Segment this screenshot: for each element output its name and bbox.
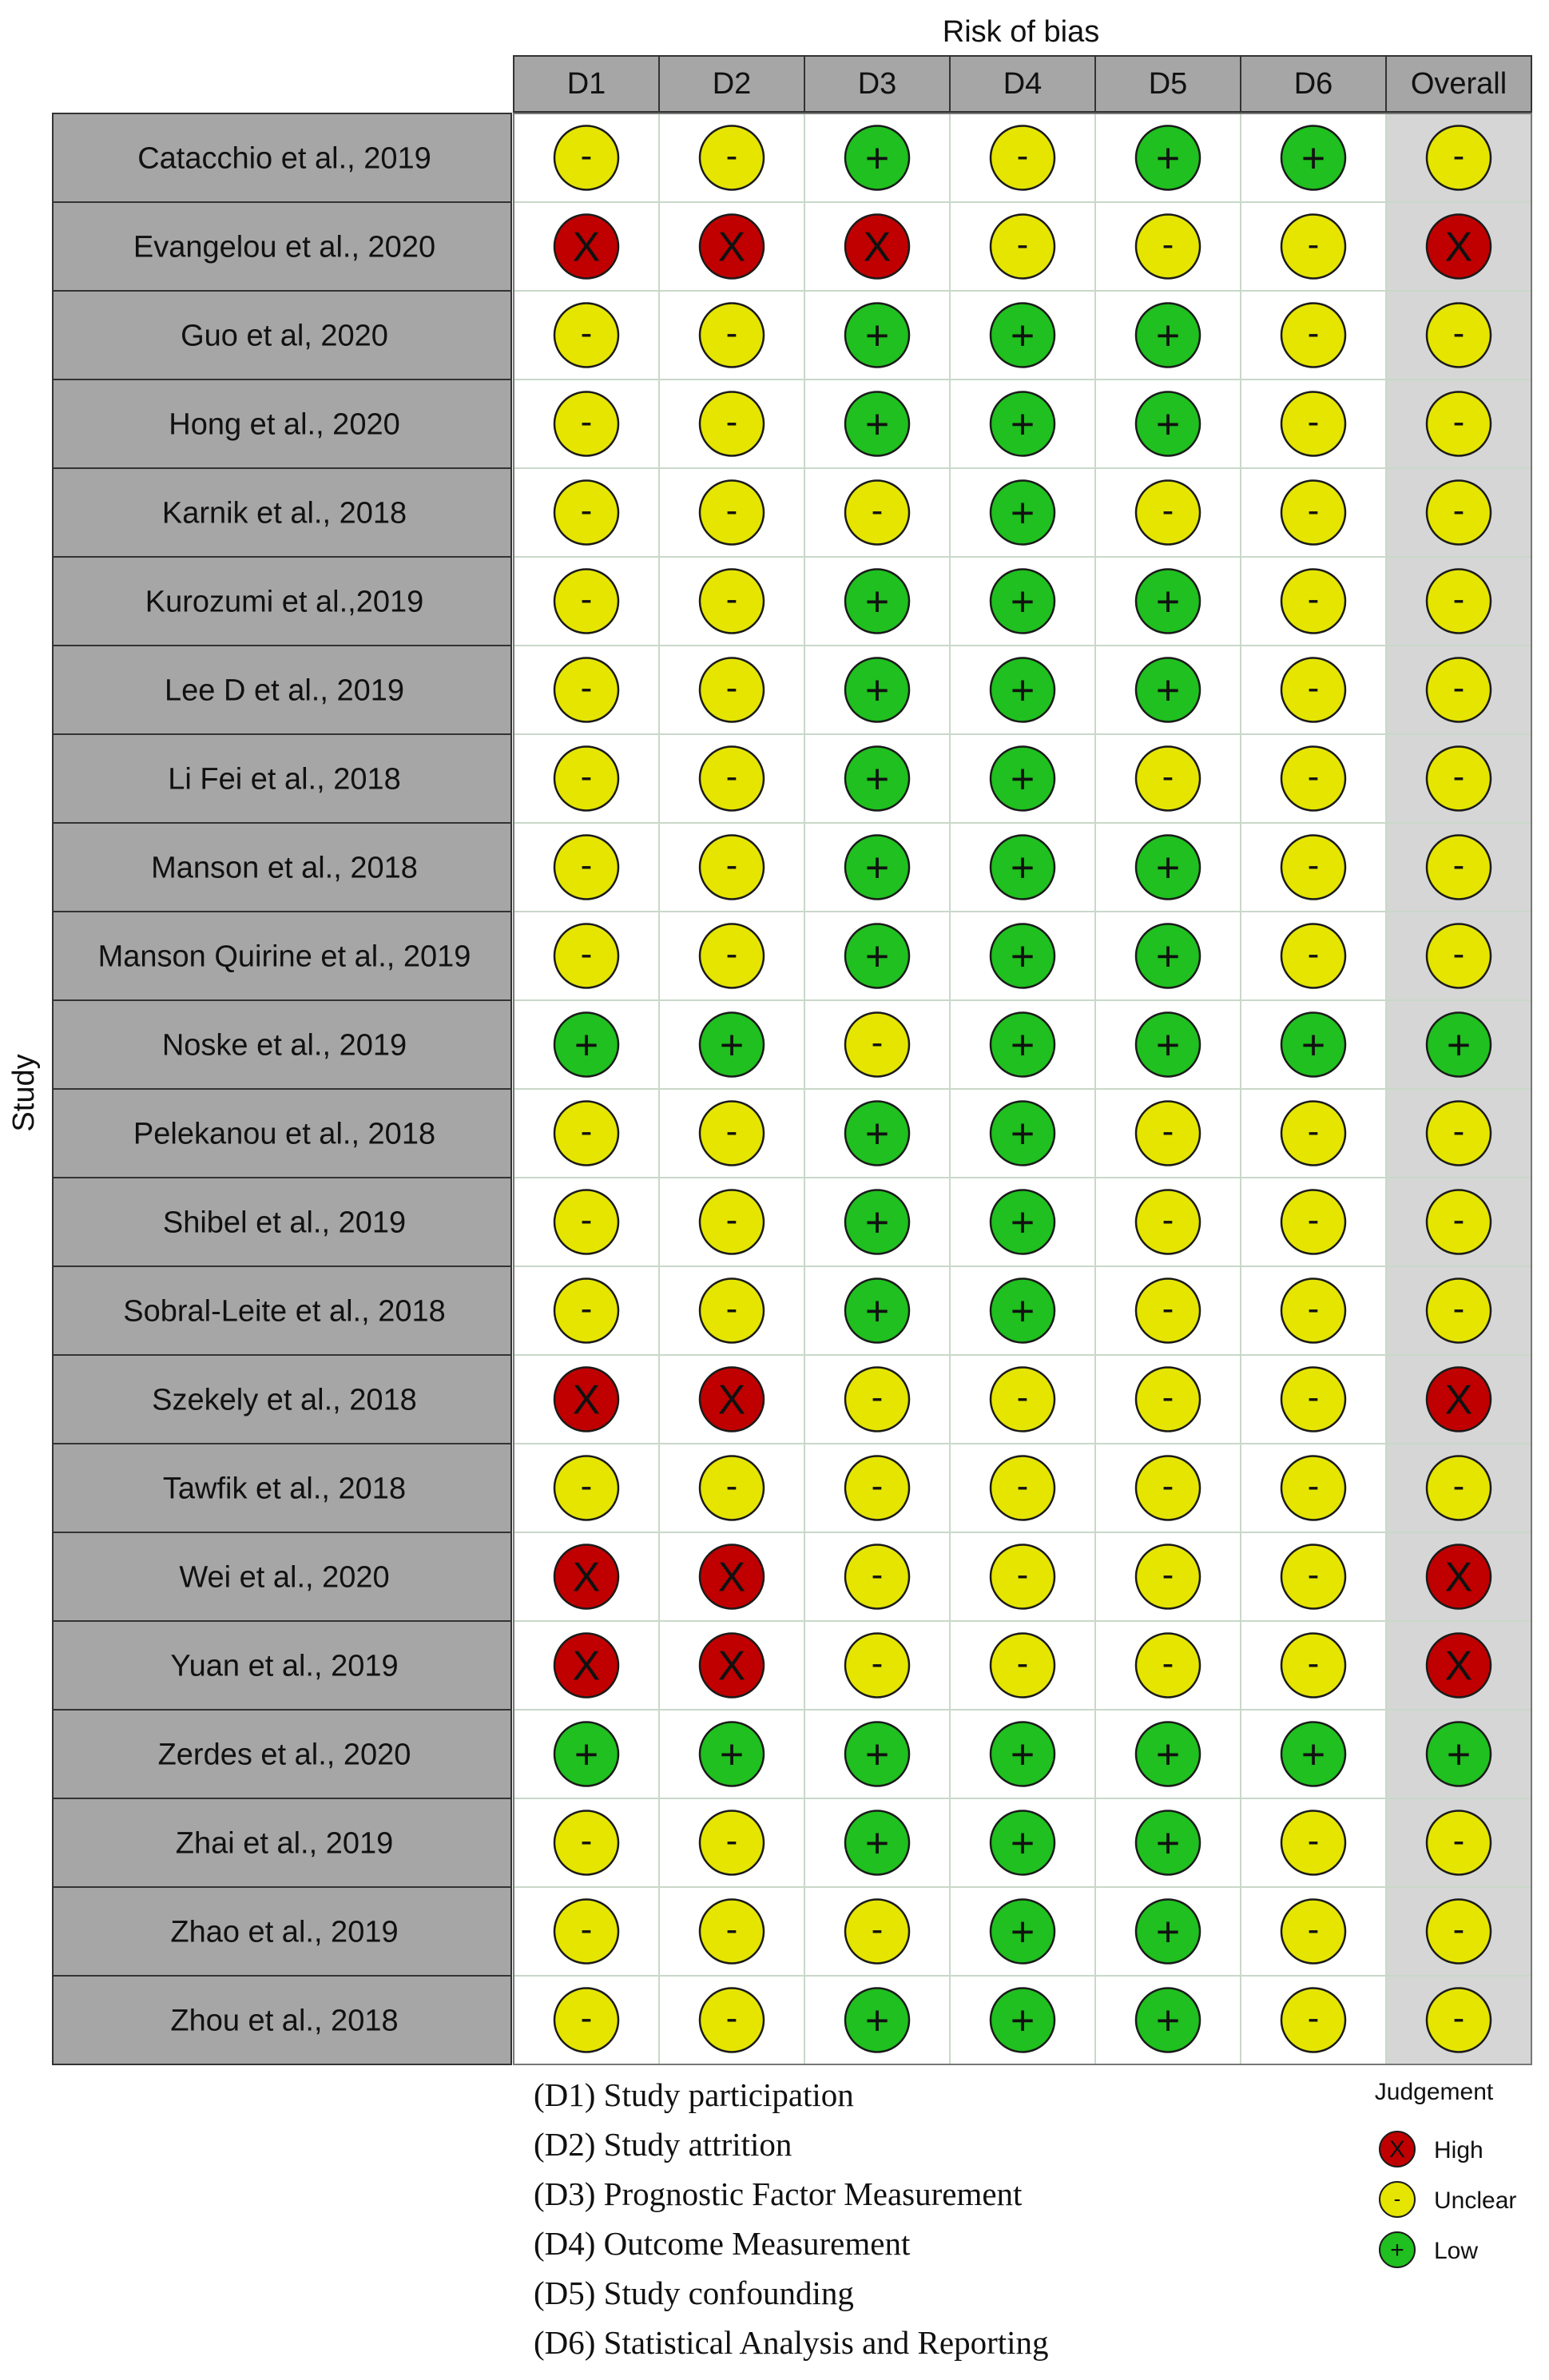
judgement-symbol-unclear: -	[1016, 1466, 1029, 1506]
study-label-hong-et-al-2020: Hong et al., 2020	[169, 407, 400, 442]
judgement-symbol-low: +	[1010, 490, 1035, 537]
judgement-symbol-low: +	[1010, 401, 1035, 448]
judgement-symbol-unclear: -	[1162, 491, 1174, 530]
domain-description-1: (D1) Study participation	[534, 2076, 854, 2113]
judgement-symbol-unclear: -	[725, 313, 738, 353]
judgement-symbol-low: +	[1010, 756, 1035, 803]
judgement-symbol-unclear: -	[1307, 1643, 1320, 1683]
judgement-symbol-high: X	[1444, 224, 1473, 271]
judgement-symbol-unclear: -	[1307, 1466, 1320, 1506]
judgement-symbol-low: +	[1155, 1731, 1181, 1778]
judgement-symbol-low: +	[1155, 844, 1181, 892]
study-label-li-fei-et-al-2018: Li Fei et al., 2018	[168, 762, 401, 797]
judgement-symbol-unclear: -	[580, 402, 593, 442]
judgement-symbol-unclear: -	[725, 491, 738, 530]
judgement-symbol-low: +	[1010, 844, 1035, 892]
judgement-symbol-unclear: -	[1307, 1377, 1320, 1417]
cells-layer	[514, 113, 1531, 2064]
judgement-symbol-unclear: -	[1016, 1555, 1029, 1595]
study-label-manson-quirine-et-al-2019: Manson Quirine et al., 2019	[97, 940, 471, 974]
judgement-symbol-unclear: -	[871, 1643, 884, 1683]
judgement-symbol-low: +	[1155, 312, 1181, 360]
judgement-symbol-unclear: -	[1452, 402, 1465, 442]
judgement-symbol-high: X	[717, 224, 746, 271]
judgement-symbol-unclear: -	[1162, 1377, 1174, 1417]
judgement-symbol-low: +	[1155, 667, 1181, 714]
legend-label-unclear: Unclear	[1434, 2187, 1517, 2214]
judgement-symbol-unclear: -	[1452, 313, 1465, 353]
judgement-symbol-low: +	[1446, 1022, 1472, 1069]
judgement-symbol-unclear: -	[725, 402, 738, 442]
judgement-symbol-unclear: -	[1307, 845, 1320, 885]
judgement-symbol-unclear: -	[1016, 136, 1029, 176]
judgement-symbol-unclear: -	[580, 1466, 593, 1506]
domain-descriptions	[534, 2076, 1049, 2361]
judgement-symbol-unclear: -	[725, 1289, 738, 1329]
judgement-symbol-unclear: -	[1016, 224, 1029, 264]
legend-label-low: Low	[1434, 2238, 1479, 2264]
legend-label-high: High	[1434, 2137, 1483, 2163]
judgement-symbol-low: +	[864, 401, 890, 448]
judgement-symbol-unclear: -	[580, 579, 593, 619]
judgement-symbol-low: +	[574, 1731, 599, 1778]
judgement-symbol-unclear: -	[1162, 1643, 1174, 1683]
judgement-symbol-unclear: -	[580, 934, 593, 974]
judgement-symbol-unclear: -	[580, 1909, 593, 1949]
judgement-symbol-low: +	[864, 1111, 890, 1158]
judgement-symbol-unclear: -	[1307, 1200, 1320, 1240]
judgement-symbol-unclear: -	[1162, 757, 1174, 797]
domain-description-4: (D4) Outcome Measurement	[534, 2225, 911, 2262]
judgement-symbol-low: +	[1155, 1909, 1181, 1956]
judgement-symbol-unclear: -	[580, 491, 593, 530]
study-label-zhou-et-al-2018: Zhou et al., 2018	[170, 2004, 399, 2038]
legend-symbol-unclear: -	[1393, 2187, 1401, 2211]
judgement-symbol-unclear: -	[1452, 757, 1465, 797]
study-label-noske-et-al-2019: Noske et al., 2019	[161, 1028, 407, 1063]
judgement-symbol-low: +	[1155, 933, 1181, 980]
judgement-symbol-unclear: -	[580, 136, 593, 176]
judgement-symbol-high: X	[572, 1554, 601, 1601]
column-header-label-d4: D4	[1003, 67, 1043, 101]
study-label-pelekanou-et-al-2018: Pelekanou et al., 2018	[133, 1117, 436, 1151]
judgement-symbol-high: X	[717, 1554, 746, 1601]
judgement-symbol-low: +	[864, 1731, 890, 1778]
study-label-kurozumi-et-al-2019: Kurozumi et al.,2019	[145, 585, 424, 619]
judgement-symbol-low: +	[1010, 578, 1035, 626]
judgement-symbol-unclear: -	[871, 1023, 884, 1063]
legend	[1375, 2079, 1517, 2267]
judgement-symbol-unclear: -	[871, 1555, 884, 1595]
judgement-symbol-low: +	[1010, 1731, 1035, 1778]
judgement-symbol-low: +	[864, 667, 890, 714]
domain-description-5: (D5) Study confounding	[534, 2275, 854, 2311]
judgement-symbol-unclear: -	[1162, 1111, 1174, 1151]
judgement-symbol-unclear: -	[580, 1998, 593, 2038]
judgement-symbol-unclear: -	[580, 313, 593, 353]
judgement-symbol-low: +	[864, 756, 890, 803]
judgement-symbol-unclear: -	[580, 1289, 593, 1329]
judgement-symbol-unclear: -	[1307, 224, 1320, 264]
judgement-symbol-unclear: -	[1452, 136, 1465, 176]
judgement-symbol-low: +	[1155, 1022, 1181, 1069]
column-header-label-d3: D3	[857, 67, 897, 101]
judgement-symbol-unclear: -	[1452, 1998, 1465, 2038]
judgement-symbol-unclear: -	[1307, 1998, 1320, 2038]
judgement-symbol-unclear: -	[1452, 1200, 1465, 1240]
study-label-zhao-et-al-2019: Zhao et al., 2019	[170, 1915, 399, 1949]
judgement-symbol-unclear: -	[1307, 491, 1320, 530]
legend-title: Judgement	[1374, 2079, 1494, 2105]
header-layer	[514, 56, 1531, 112]
column-header-label-d6: D6	[1293, 67, 1333, 101]
study-label-catacchio-et-al-2019: Catacchio et al., 2019	[137, 141, 431, 176]
judgement-symbol-unclear: -	[725, 1909, 738, 1949]
judgement-symbol-high: X	[863, 224, 892, 271]
judgement-symbol-unclear: -	[580, 757, 593, 797]
judgement-symbol-unclear: -	[1452, 934, 1465, 974]
judgement-symbol-low: +	[1155, 1820, 1181, 1867]
judgement-symbol-unclear: -	[725, 136, 738, 176]
study-label-shibel-et-al-2019: Shibel et al., 2019	[162, 1206, 407, 1240]
judgement-symbol-unclear: -	[1307, 1555, 1320, 1595]
judgement-symbol-unclear: -	[1452, 845, 1465, 885]
judgement-symbol-low: +	[1301, 135, 1326, 182]
column-header-label-d5: D5	[1148, 67, 1188, 101]
judgement-symbol-unclear: -	[725, 579, 738, 619]
judgement-symbol-unclear: -	[725, 668, 738, 708]
judgement-symbol-low: +	[1155, 1997, 1181, 2044]
judgement-symbol-unclear: -	[1162, 224, 1174, 264]
judgement-symbol-unclear: -	[1162, 1289, 1174, 1329]
judgement-symbol-low: +	[1446, 1731, 1472, 1778]
judgement-symbol-unclear: -	[1307, 402, 1320, 442]
study-label-wei-et-al-2020: Wei et al., 2020	[179, 1560, 390, 1595]
judgement-symbol-unclear: -	[1307, 934, 1320, 974]
judgement-symbol-unclear: -	[1307, 1821, 1320, 1861]
study-label-karnik-et-al-2018: Karnik et al., 2018	[161, 496, 407, 530]
judgement-symbol-unclear: -	[580, 1821, 593, 1861]
judgement-symbol-low: +	[864, 312, 890, 360]
judgement-symbol-high: X	[572, 1643, 601, 1690]
judgement-symbol-unclear: -	[1452, 579, 1465, 619]
judgement-symbol-high: X	[572, 224, 601, 271]
judgement-symbol-unclear: -	[1307, 579, 1320, 619]
judgement-symbol-unclear: -	[725, 1998, 738, 2038]
chart-title: Risk of bias	[942, 15, 1100, 49]
rows-layer	[53, 113, 511, 2064]
judgement-symbol-low: +	[1301, 1022, 1326, 1069]
judgement-symbol-unclear: -	[1452, 1821, 1465, 1861]
study-label-evangelou-et-al-2020: Evangelou et al., 2020	[133, 230, 436, 264]
judgement-symbol-low: +	[1010, 1997, 1035, 2044]
judgement-symbol-unclear: -	[725, 1200, 738, 1240]
study-label-szekely-et-al-2018: Szekely et al., 2018	[152, 1383, 417, 1417]
judgement-symbol-low: +	[864, 933, 890, 980]
study-label-lee-d-et-al-2019: Lee D et al., 2019	[165, 673, 404, 708]
judgement-symbol-unclear: -	[1452, 1289, 1465, 1329]
judgement-symbol-unclear: -	[725, 1821, 738, 1861]
judgement-symbol-low: +	[719, 1022, 745, 1069]
judgement-symbol-low: +	[864, 844, 890, 892]
study-label-sobral-leite-et-al-2018: Sobral-Leite et al., 2018	[123, 1294, 446, 1329]
judgement-symbol-low: +	[864, 578, 890, 626]
judgement-symbol-unclear: -	[1452, 1909, 1465, 1949]
judgement-symbol-unclear: -	[1162, 1466, 1174, 1506]
judgement-symbol-unclear: -	[1016, 1377, 1029, 1417]
study-label-manson-et-al-2018: Manson et al., 2018	[151, 851, 418, 885]
judgement-symbol-unclear: -	[1307, 313, 1320, 353]
judgement-symbol-high: X	[717, 1377, 746, 1424]
column-header-label-overall: Overall	[1410, 67, 1507, 101]
judgement-symbol-low: +	[864, 1997, 890, 2044]
y-axis-label: Study	[7, 1054, 41, 1132]
judgement-symbol-high: X	[1444, 1377, 1473, 1424]
judgement-symbol-low: +	[1010, 1022, 1035, 1069]
judgement-symbol-unclear: -	[580, 1111, 593, 1151]
legend-symbol-high: X	[1388, 2136, 1406, 2163]
judgement-symbol-low: +	[574, 1022, 599, 1069]
judgement-symbol-low: +	[1010, 1111, 1035, 1158]
judgement-symbol-unclear: -	[580, 668, 593, 708]
judgement-symbol-unclear: -	[1307, 1289, 1320, 1329]
judgement-symbol-unclear: -	[871, 1466, 884, 1506]
judgement-symbol-low: +	[1010, 312, 1035, 360]
judgement-symbol-low: +	[1010, 1288, 1035, 1335]
study-label-tawfik-et-al-2018: Tawfik et al., 2018	[162, 1472, 407, 1506]
study-label-zhai-et-al-2019: Zhai et al., 2019	[175, 1826, 394, 1861]
judgement-symbol-low: +	[1301, 1731, 1326, 1778]
judgement-symbol-low: +	[864, 1820, 890, 1867]
judgement-symbol-low: +	[1010, 933, 1035, 980]
judgement-symbol-low: +	[864, 1199, 890, 1246]
judgement-symbol-unclear: -	[725, 757, 738, 797]
study-label-yuan-et-al-2019: Yuan et al., 2019	[170, 1649, 399, 1683]
study-label-guo-et-al-2020: Guo et al, 2020	[181, 319, 388, 353]
judgement-symbol-low: +	[1010, 667, 1035, 714]
column-header-label-d1: D1	[566, 67, 606, 101]
domain-description-2: (D2) Study attrition	[534, 2126, 792, 2163]
judgement-symbol-unclear: -	[725, 934, 738, 974]
judgement-symbol-unclear: -	[871, 1377, 884, 1417]
judgement-symbol-high: X	[1444, 1554, 1473, 1601]
judgement-symbol-unclear: -	[1016, 1643, 1029, 1683]
judgement-symbol-low: +	[1155, 401, 1181, 448]
judgement-symbol-unclear: -	[871, 1909, 884, 1949]
judgement-symbol-unclear: -	[725, 1111, 738, 1151]
judgement-symbol-low: +	[1010, 1199, 1035, 1246]
judgement-symbol-low: +	[1155, 578, 1181, 626]
domain-description-3: (D3) Prognostic Factor Measurement	[534, 2175, 1023, 2212]
column-header-label-d2: D2	[712, 67, 752, 101]
judgement-symbol-unclear: -	[1452, 1111, 1465, 1151]
judgement-symbol-unclear: -	[1452, 1466, 1465, 1506]
judgement-symbol-unclear: -	[1162, 1200, 1174, 1240]
judgement-symbol-unclear: -	[1307, 668, 1320, 708]
judgement-symbol-high: X	[1444, 1643, 1473, 1690]
judgement-symbol-high: X	[572, 1377, 601, 1424]
judgement-symbol-high: X	[717, 1643, 746, 1690]
judgement-symbol-low: +	[1010, 1909, 1035, 1956]
judgement-symbol-unclear: -	[580, 845, 593, 885]
judgement-symbol-low: +	[1155, 135, 1181, 182]
judgement-symbol-unclear: -	[1307, 1909, 1320, 1949]
judgement-symbol-unclear: -	[1452, 491, 1465, 530]
judgement-symbol-unclear: -	[871, 491, 884, 530]
domain-description-6: (D6) Statistical Analysis and Reporting	[534, 2324, 1049, 2361]
judgement-symbol-low: +	[864, 1288, 890, 1335]
judgement-symbol-unclear: -	[1307, 757, 1320, 797]
judgement-symbol-unclear: -	[580, 1200, 593, 1240]
judgement-symbol-low: +	[864, 135, 890, 182]
study-label-zerdes-et-al-2020: Zerdes et al., 2020	[157, 1738, 411, 1772]
judgement-symbol-unclear: -	[1307, 1111, 1320, 1151]
legend-symbol-low: +	[1390, 2237, 1404, 2263]
judgement-symbol-low: +	[719, 1731, 745, 1778]
judgement-symbol-low: +	[1010, 1820, 1035, 1867]
judgement-symbol-unclear: -	[725, 1466, 738, 1506]
judgement-symbol-unclear: -	[725, 845, 738, 885]
judgement-symbol-unclear: -	[1162, 1555, 1174, 1595]
judgement-symbol-unclear: -	[1452, 668, 1465, 708]
